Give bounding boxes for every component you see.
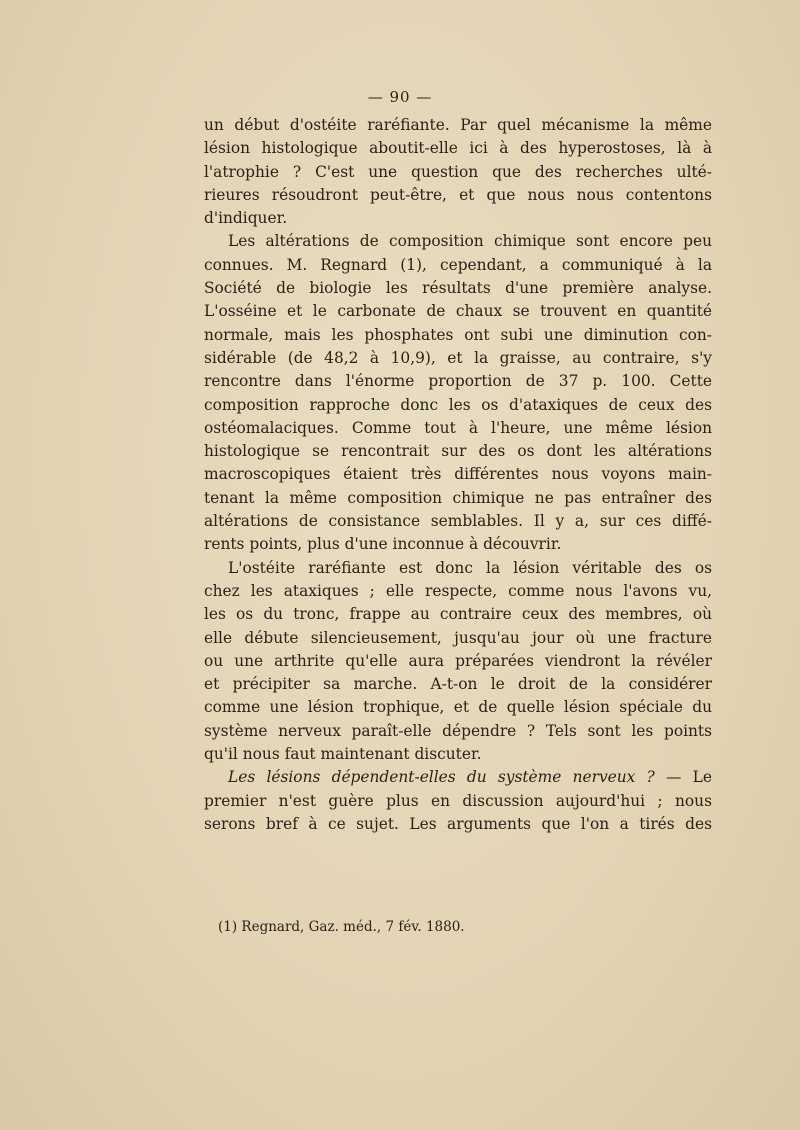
text-line: altérations de consistance semblables. Il y a, sur ces diffé-	[204, 512, 712, 531]
text-line: Société de biologie les résultats d'une première analyse.	[204, 279, 712, 298]
text-line: tenant la même composition chimique ne pas entraîner des	[204, 488, 712, 507]
text-line: connues. M. Regnard (1), cependant, a communiqué à la	[204, 255, 712, 274]
text-line: et précipiter sa marche. A-t-on le droit de la considérer	[204, 675, 712, 694]
text-line: elle débute silencieusement, jusqu'au jour où une fracture	[204, 628, 712, 647]
text-line: macroscopiques étaient très différentes nous voyons main-	[204, 465, 712, 484]
text-line: L'osséine et le carbonate de chaux se trouvent en quantité	[204, 302, 712, 321]
text-line: les os du tronc, frappe au contraire ceux des membres, où	[204, 605, 712, 624]
page-number: — 90 —	[367, 88, 433, 106]
body-text	[204, 114, 712, 836]
text-line: rents points, plus d'une inconnue à découvrir.	[204, 535, 562, 554]
text-line: d'indiquer.	[204, 209, 288, 228]
text-line: l'atrophie ? C'est une question que des recherches ulté-	[204, 162, 712, 181]
text-line: chez les ataxiques ; elle respecte, comme nous l'avons vu,	[204, 581, 712, 600]
text-line: ostéomalaciques. Comme tout à l'heure, une même lésion	[204, 418, 712, 437]
section-heading-italic: Les lésions dépendent-elles du système nerveux ?	[228, 768, 655, 787]
text-line: rieures résoudront peut-être, et que nous nous contentons	[204, 185, 712, 204]
text-fragment: — Le	[654, 768, 712, 787]
text-line: premier n'est guère plus en discussion aujourd'hui ; nous	[204, 791, 712, 810]
text-line: rencontre dans l'énorme proportion de 37 p. 100. Cette	[204, 372, 712, 391]
text-line: lésion histologique aboutit-elle ici à des hyperostoses, là à	[204, 139, 712, 158]
text-line	[204, 766, 712, 789]
text-line: comme une lésion trophique, et de quelle lésion spéciale du	[204, 698, 712, 717]
text-line: un début d'ostéite raréfiante. Par quel mécanisme la même	[204, 116, 712, 134]
text-line: composition rapproche donc les os d'ataxiques de ceux des	[204, 395, 712, 414]
text-line: normale, mais les phosphates ont subi une diminution con-	[204, 325, 712, 344]
text-line: Les altérations de composition chimique sont encore peu	[228, 232, 712, 251]
text-line: qu'il nous faut maintenant discuter.	[204, 745, 482, 764]
text-line: serons bref à ce sujet. Les arguments que l'on a tirés des	[204, 814, 712, 833]
text-line: système nerveux paraît-elle dépendre ? Tels sont les points	[204, 721, 712, 740]
text-line: ou une arthrite qu'elle aura préparées viendront la révéler	[204, 651, 712, 670]
text-line: histologique se rencontrait sur des os dont les altérations	[204, 442, 712, 461]
text-line: sidérable (de 48,2 à 10,9), et la graisse, au contraire, s'y	[204, 348, 712, 367]
footnote: (1) Regnard, Gaz. méd., 7 fév. 1880.	[218, 919, 465, 935]
text-line: L'ostéite raréfiante est donc la lésion véritable des os	[228, 558, 712, 577]
